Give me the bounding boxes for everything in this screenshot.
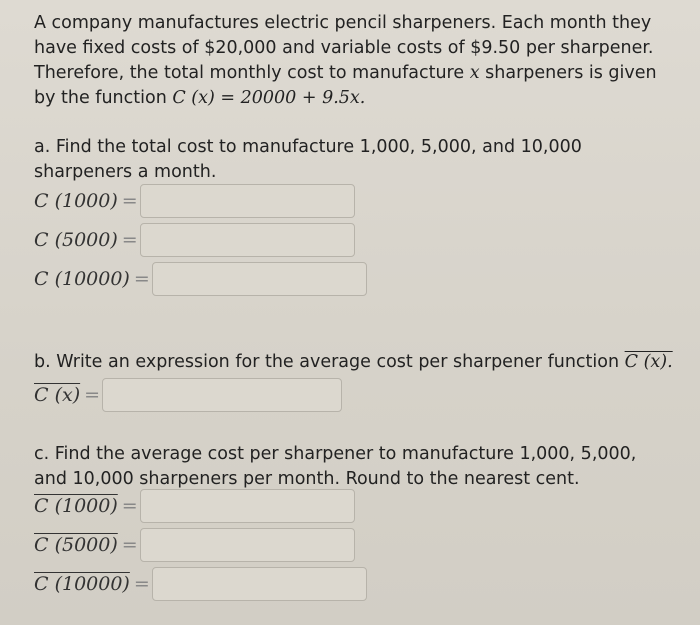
avg-cost-expression-input[interactable] (102, 378, 342, 412)
equals-sign: = (121, 229, 138, 251)
answer-label: C (1000) (34, 495, 118, 517)
answer-label: C (1000) (34, 190, 118, 212)
answer-label: C (5000) (34, 534, 118, 556)
intro-line (34, 86, 674, 111)
c-10000-input[interactable] (152, 262, 367, 296)
problem-intro (34, 11, 674, 111)
part-c-row-2 (34, 528, 355, 562)
equals-sign: = (121, 534, 138, 556)
equals-sign: = (84, 384, 101, 406)
avg-c-5000-input[interactable] (140, 528, 355, 562)
equals-sign: = (133, 268, 150, 290)
part-a-row-1 (34, 184, 355, 218)
part-c-prompt: c. Find the average cost per sharpener to manufacture 1,000, 5,000, and 10,000 sharpeners per month. Round to the nearest cent. (34, 444, 637, 489)
answer-label: C (5000) (34, 229, 118, 251)
c-5000-input[interactable] (140, 223, 355, 257)
part-b-row (34, 378, 342, 412)
avg-c-1000-input[interactable] (140, 489, 355, 523)
answer-label: C (x) (34, 384, 81, 406)
cost-function: C (x) = 20000 + 9.5x. (172, 88, 366, 108)
equals-sign: = (121, 495, 138, 517)
intro-text: sharpeners is given (479, 63, 657, 83)
equals-sign: = (121, 190, 138, 212)
intro-line: have fixed costs of $20,000 and variable costs of $9.50 per sharpener. (34, 38, 654, 58)
part-c-row-1 (34, 489, 355, 523)
avg-cost-function: C (x). (624, 352, 673, 372)
c-1000-input[interactable] (140, 184, 355, 218)
part-b-prompt: b. Write an expression for the average cost per sharpener function C (x). (34, 352, 673, 372)
intro-line: A company manufactures electric pencil sharpeners. Each month they (34, 13, 652, 33)
part-a-prompt: a. Find the total cost to manufacture 1,000, 5,000, and 10,000 sharpeners a month. (34, 137, 582, 182)
variable-x: x (469, 63, 480, 83)
part-a-row-3 (34, 262, 367, 296)
intro-text: Therefore, the total monthly cost to manufacture (34, 63, 470, 83)
answer-label: C (10000) (34, 268, 130, 290)
intro-text: by the function (34, 88, 173, 108)
answer-label: C (10000) (34, 573, 130, 595)
intro-line (34, 61, 674, 86)
part-c-row-3 (34, 567, 367, 601)
avg-c-10000-input[interactable] (152, 567, 367, 601)
equals-sign: = (133, 573, 150, 595)
part-a-row-2 (34, 223, 355, 257)
